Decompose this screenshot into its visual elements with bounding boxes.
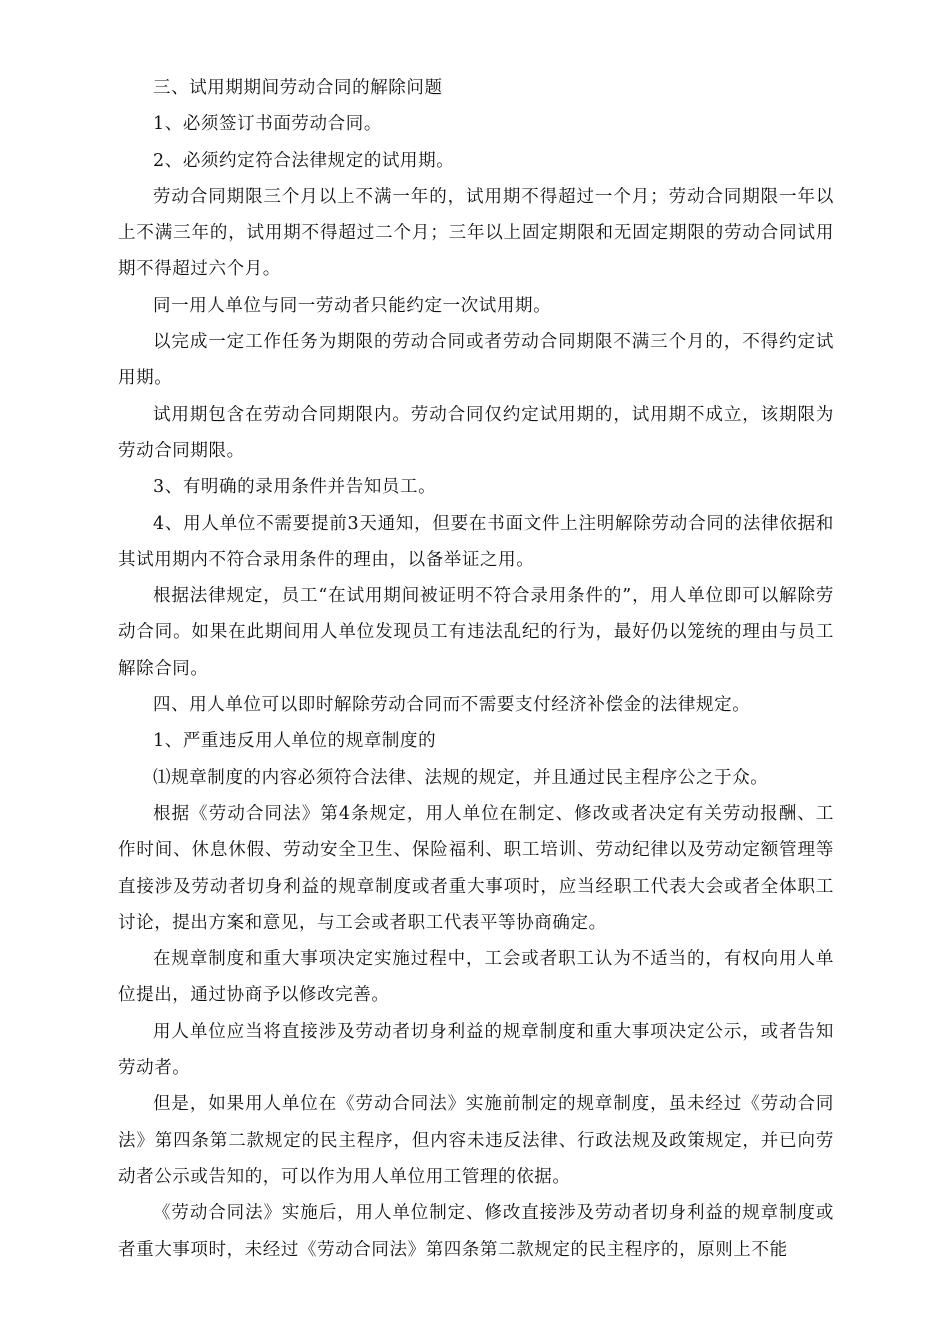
document-page <box>118 70 834 1268</box>
list-item-legal-probation: 2、必须约定符合法律规定的试用期。 <box>153 150 455 171</box>
list-item-hiring-conditions: 3、有明确的录用条件并告知员工。 <box>153 477 437 498</box>
section-heading-immediate-termination: 四、用人单位可以即时解除劳动合同而不需要支付经济补偿金的法律规定。 <box>153 695 751 716</box>
paragraph-implementation-revision: 在规章制度和重大事项决定实施过程中，工会或者职工认为不适当的，有权向用人单位提出，通过协商予以修改完善。 <box>118 949 834 1006</box>
section-heading-probation-termination: 三、试用期期间劳动合同的解除问题 <box>153 78 443 98</box>
list-item-written-contract: 1、必须签订书面劳动合同。 <box>153 114 382 135</box>
paragraph-single-probation: 同一用人单位与同一劳动者只能约定一次试用期。 <box>153 295 552 316</box>
paragraph-no-probation-cases: 以完成一定工作任务为期限的劳动合同或者劳动合同期限不满三个月的，不得约定试用期。 <box>118 332 834 389</box>
paragraph-pre-law-rules: 但是，如果用人单位在《劳动合同法》实施前制定的规章制度，虽未经过《劳动合同法》第四条第二款规定的民主程序，但内容未违反法律、行政法规及政策规定，并已向劳动者公示或告知的，可以作为用人单位用工管理的依据。 <box>118 1094 834 1187</box>
list-item-notice-requirement: 4、用人单位不需要提前3天通知，但要在书面文件上注明解除劳动合同的法律依据和其试用期内不符合录用条件的理由，以备举证之用。 <box>118 513 834 570</box>
paragraph-article-4: 根据《劳动合同法》第4条规定，用人单位在制定、修改或者决定有关劳动报酬、工作时间、休息休假、劳动安全卫生、保险福利、职工培训、劳动纪律以及劳动定额管理等直接涉及劳动者切身利益的规章制度或者重大事项时，应当经职工代表大会或者全体职工讨论，提出方案和意见，与工会或者职工代表平等协商确定。 <box>118 803 834 933</box>
paragraph-probation-limits: 劳动合同期限三个月以上不满一年的，试用期不得超过一个月；劳动合同期限一年以上不满三年的，试用期不得超过二个月；三年以上固定期限和无固定期限的劳动合同试用期不得超过六个月。 <box>118 186 834 280</box>
sub-item-rules-content: ⑴规章制度的内容必须符合法律、法规的规定，并且通过民主程序公之于众。 <box>153 767 769 788</box>
paragraph-publication: 用人单位应当将直接涉及劳动者切身利益的规章制度和重大事项决定公示，或者告知劳动者。 <box>118 1021 834 1079</box>
paragraph-probation-within-term: 试用期包含在劳动合同期限内。劳动合同仅约定试用期的，试用期不成立，该期限为劳动合同期限。 <box>118 404 834 461</box>
paragraph-post-law-rules: 《劳动合同法》实施后，用人单位制定、修改直接涉及劳动者切身利益的规章制度或者重大事项时，未经过《劳动合同法》第四条第二款规定的民主程序的，原则上不能 <box>118 1203 834 1260</box>
paragraph-legal-basis: 根据法律规定，员工“在试用期间被证明不符合录用条件的”，用人单位即可以解除劳动合同。如果在此期间用人单位发现员工有违法乱纪的行为，最好仍以笼统的理由与员工解除合同。 <box>118 586 834 679</box>
list-item-serious-violation: 1、严重违反用人单位的规章制度的 <box>153 731 437 752</box>
